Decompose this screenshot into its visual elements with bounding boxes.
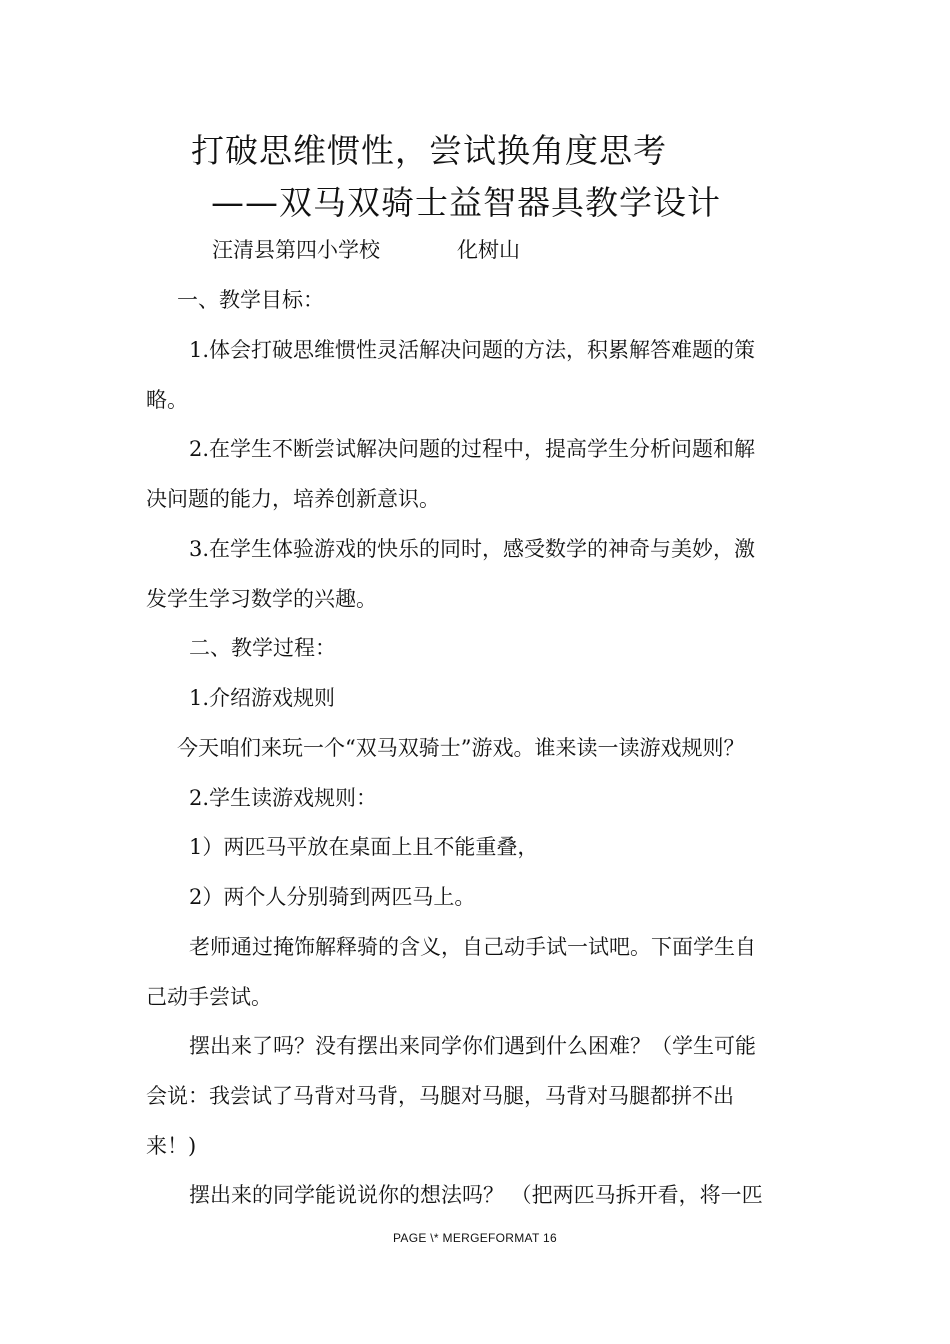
page-footer: PAGE \* MERGEFORMAT 16 [393, 1231, 557, 1245]
goal-3-line-1: 3.在学生体验游戏的快乐的同时，感受数学的神奇与美妙，激 [189, 537, 756, 561]
goal-1-line-2: 略。 [146, 388, 188, 412]
goal-1-line-1: 1.体会打破思维惯性灵活解决问题的方法，积累解答难题的策 [189, 338, 756, 362]
goal-2-line-1: 2.在学生不断尝试解决问题的过程中，提高学生分析问题和解 [189, 437, 756, 461]
author-name: 化树山 [457, 238, 520, 262]
paragraph-1-line-1: 老师通过掩饰解释骑的含义，自己动手试一试吧。下面学生自 [189, 935, 756, 959]
rule-2: 2）两个人分别骑到两匹马上。 [189, 885, 476, 909]
paragraph-3-line-1: 摆出来的同学能说说你的想法吗？ （把两匹马拆开看，将一匹 [189, 1183, 763, 1207]
rule-1: 1）两匹马平放在桌面上且不能重叠， [189, 835, 539, 859]
step-1-text: 今天咱们来玩一个“双马双骑士”游戏。谁来读一读游戏规则？ [177, 736, 745, 760]
paragraph-2-line-3: 来！) [146, 1134, 197, 1158]
title-line-2: ——双马双骑士益智器具教学设计 [211, 183, 721, 222]
school-name: 汪清县第四小学校 [212, 238, 380, 262]
step-1-heading: 1.介绍游戏规则 [189, 686, 336, 710]
goal-2-line-2: 决问题的能力，培养创新意识。 [146, 487, 440, 511]
title-line-1: 打破思维惯性，尝试换角度思考 [191, 131, 667, 170]
step-2-heading: 2.学生读游戏规则： [189, 786, 378, 810]
paragraph-2-line-1: 摆出来了吗？没有摆出来同学你们遇到什么困难？（学生可能 [189, 1034, 756, 1058]
paragraph-2-line-2: 会说：我尝试了马背对马背，马腿对马腿，马背对马腿都拼不出 [146, 1084, 734, 1108]
section-heading-process: 二、教学过程： [189, 636, 336, 660]
paragraph-1-line-2: 己动手尝试。 [146, 985, 272, 1009]
section-heading-goals: 一、教学目标： [177, 288, 324, 312]
goal-3-line-2: 发学生学习数学的兴趣。 [146, 587, 377, 611]
